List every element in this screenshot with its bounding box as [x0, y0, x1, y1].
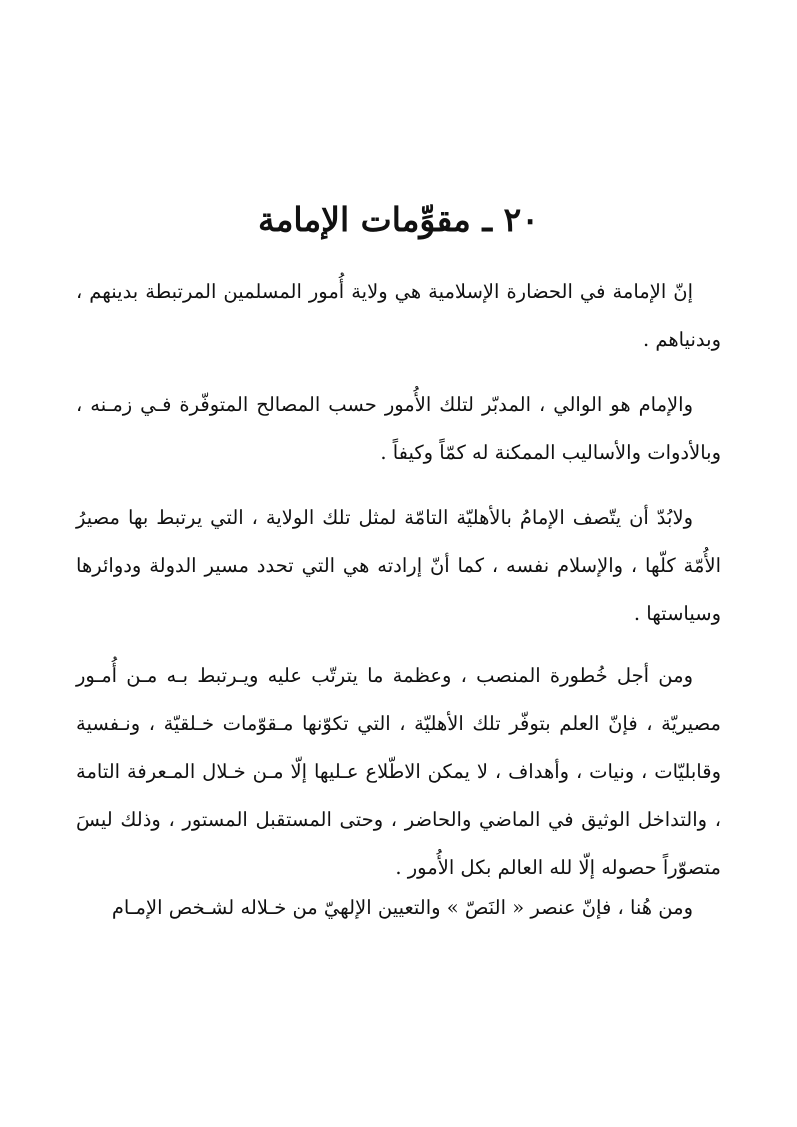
paragraph-5 — [76, 884, 721, 932]
paragraph-1 — [76, 268, 721, 364]
paragraph-2 — [76, 381, 721, 477]
paragraph-4-text: ومن أجل خُطورة المنصب ، وعظمة ما يترتّب عليه ويـرتبط بـه مـن أُمـور مصيريّة ، فإنّ العلم بتوفّر تلك الأهليّة ، التي تكوّنها مـقوّمات خـلقيّة ، ونـفسية وقابليّات ، ونيات ، وأهداف ، لا يمكن الاطّلاع عـليها إلّا مـن خـلال المـعرفة التامة ، والتداخل الوثيق في الماضي والحاضر ، وحتى المستقبل المستور ، وذلك ليسَ متصوّراً حصوله إلّا لله العالم بكل الأُمور . — [76, 664, 721, 879]
paragraph-3 — [76, 494, 721, 638]
paragraph-1-text: إنّ الإمامة في الحضارة الإسلامية هي ولاية أُمور المسلمين المرتبطة بدينهم ، وبدنياهم . — [76, 280, 721, 351]
chapter-title: ٢٠ ـ مقوِّمات الإمامة — [258, 200, 539, 239]
paragraph-3-text: ولابُدّ أن يتّصف الإمامُ بالأهليّة التامّة لمثل تلك الولاية ، التي يرتبط بها مصيرُ الأُمّة كلّها ، والإسلام نفسه ، كما أنّ إرادته هي التي تحدد مسير الدولة ودوائرها وسياستها . — [76, 506, 721, 625]
paragraph-5-text: ومن هُنا ، فإنّ عنصر « النَصّ » والتعيين الإلهيّ من خـلاله لشـخص الإمـام — [111, 896, 693, 919]
paragraph-2-text: والإمام هو الوالي ، المدبّر لتلك الأُمور حسب المصالح المتوفّرة فـي زمـنه ، وبالأدوات والأساليب الممكنة له كمّاً وكيفاً . — [76, 393, 721, 464]
paragraph-4 — [76, 652, 721, 892]
